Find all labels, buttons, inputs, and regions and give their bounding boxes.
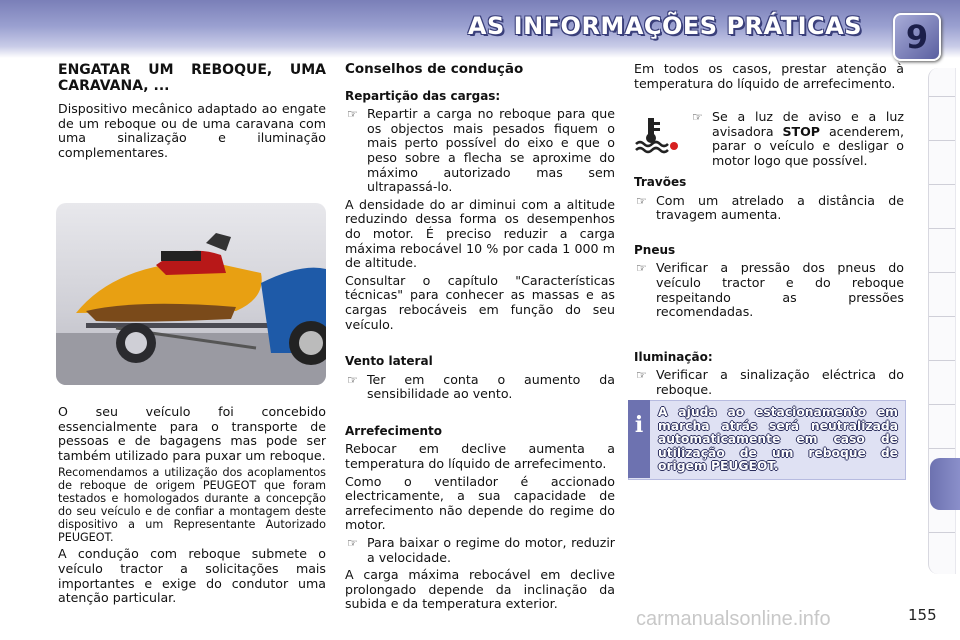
info-icon: i: [634, 412, 644, 438]
heading-cooling: Arrefecimento: [345, 423, 443, 438]
heading-wind: Vento lateral: [345, 354, 433, 369]
body-cool-3: A carga máxima rebocável em declive prolongado depende da inclinação da subida e da temperatura exterior.: [345, 567, 615, 612]
stop-label: STOP: [782, 123, 821, 139]
chapter-badge: [893, 13, 941, 61]
bullet-warning: [690, 110, 904, 168]
coolant-temperature-warning-icon: [634, 116, 680, 156]
chapter-title: AS INFORMAÇÕES PRÁTICAS: [467, 12, 862, 40]
hand-pointer-icon: ☞: [636, 193, 647, 208]
body-text-design: O seu veículo foi concebido essencialmente para o transporte de pessoas e de bagagens mas pode ser também utilizado para puxar um reboque.: [58, 404, 326, 463]
heading-brakes: Travões: [634, 175, 687, 189]
column-left-lower: [58, 405, 326, 606]
chapter-number: 9: [905, 18, 929, 56]
bullet-text: Ter em conta o aumento da sensibilidade ao vento.: [367, 371, 615, 402]
section-title-driving: Conselhos de condução: [345, 61, 524, 77]
heading-lighting: Iluminação:: [634, 349, 713, 364]
section-title: ENGATAR UM REBOQUE, UMA CARAVANA, ...: [58, 62, 326, 94]
trailer-photo: [56, 203, 326, 385]
body-text-recommend: Recomendamos a utilização dos acoplamentos de reboque de origem PEUGEOT que foram testados e homologados durante a concepção do seu veículo e de confiar a montagem deste dispositivo a um Representante Autorizado PEUGEOT.: [58, 466, 326, 545]
jetski-trailer-illustration: [56, 203, 326, 385]
column-left: [58, 62, 326, 160]
info-text: A ajuda ao estacionamento em marcha atrás será neutralizada automaticamente em caso de utilização de um reboque de origem PEUGEOT.: [658, 405, 898, 474]
bullet-cargo: [345, 107, 615, 195]
watermark: carmanualsonline.info: [636, 608, 831, 630]
hand-pointer-icon: ☞: [347, 372, 358, 387]
bullet-lighting: [634, 368, 904, 397]
bullet-wind: [345, 373, 615, 402]
warning-block: [690, 110, 904, 168]
column-middle: [345, 62, 615, 612]
bullet-text: Verificar a pressão dos pneus do veículo tractor e do reboque respeitando as pressões recomendadas.: [656, 260, 904, 320]
chapter-tab-active[interactable]: [930, 458, 960, 510]
column-right-lower: [634, 175, 904, 398]
bullet-text: Repartir a carga no reboque para que os objectos mais pesados fiquem o mais perto possível do eixo e que o peso sobre a flecha se aproxime do máximo autorizado mas sem ultrapassá-lo.: [367, 106, 615, 195]
bullet-text: Verificar a sinalização eléctrica do reboque.: [656, 367, 904, 397]
intro-text: Dispositivo mecânico adaptado ao engate de um reboque ou de uma caravana com uma sinalização e iluminação complementares.: [58, 101, 326, 160]
bullet-text: Para baixar o regime do motor, reduzir a velocidade.: [367, 535, 615, 565]
heading-cargo: Repartição das cargas:: [345, 88, 501, 103]
heading-tyres: Pneus: [634, 242, 676, 257]
body-air-density: A densidade do ar diminui com a altitude reduzindo dessa forma os desempenhos do motor. É preciso reduzir a carga máxima rebocável 10 % por cada 1 000 m de altitude.: [345, 196, 615, 271]
hand-pointer-icon: ☞: [636, 261, 647, 276]
hand-pointer-icon: ☞: [692, 110, 703, 124]
body-cool-2: Como o ventilador é accionado electricamente, a sua capacidade de arrefecimento não depende do regime do motor.: [345, 473, 615, 533]
bullet-brakes: [634, 194, 904, 223]
column-right: [634, 62, 904, 91]
body-consult: Consultar o capítulo "Características técnicas" para conhecer as massas e as cargas rebocáveis em função do seu veículo.: [345, 272, 615, 332]
body-coolant-attention: Em todos os casos, prestar atenção à temperatura do líquido de arrefecimento.: [634, 61, 904, 91]
body-text-driving: A condução com reboque submete o veículo tractor a solicitações mais importantes e exige do condutor uma atenção particular.: [58, 546, 326, 606]
bullet-text: Com um atrelado a distância de travagem aumenta.: [656, 192, 904, 223]
bullet-text: Se a luz de aviso e a luz avisadora: [712, 109, 904, 139]
hand-pointer-icon: ☞: [347, 107, 358, 122]
bullet-text-cont: acenderem, parar o veículo e desligar o motor logo que possível.: [712, 123, 904, 168]
bullet-cool: [345, 536, 615, 565]
bullet-tyres: [634, 261, 904, 319]
hand-pointer-icon: ☞: [347, 536, 358, 551]
page-number: 155: [908, 606, 937, 624]
hand-pointer-icon: ☞: [636, 368, 647, 383]
body-cool-1: Rebocar em declive aumenta a temperatura do líquido de arrefecimento.: [345, 441, 615, 472]
